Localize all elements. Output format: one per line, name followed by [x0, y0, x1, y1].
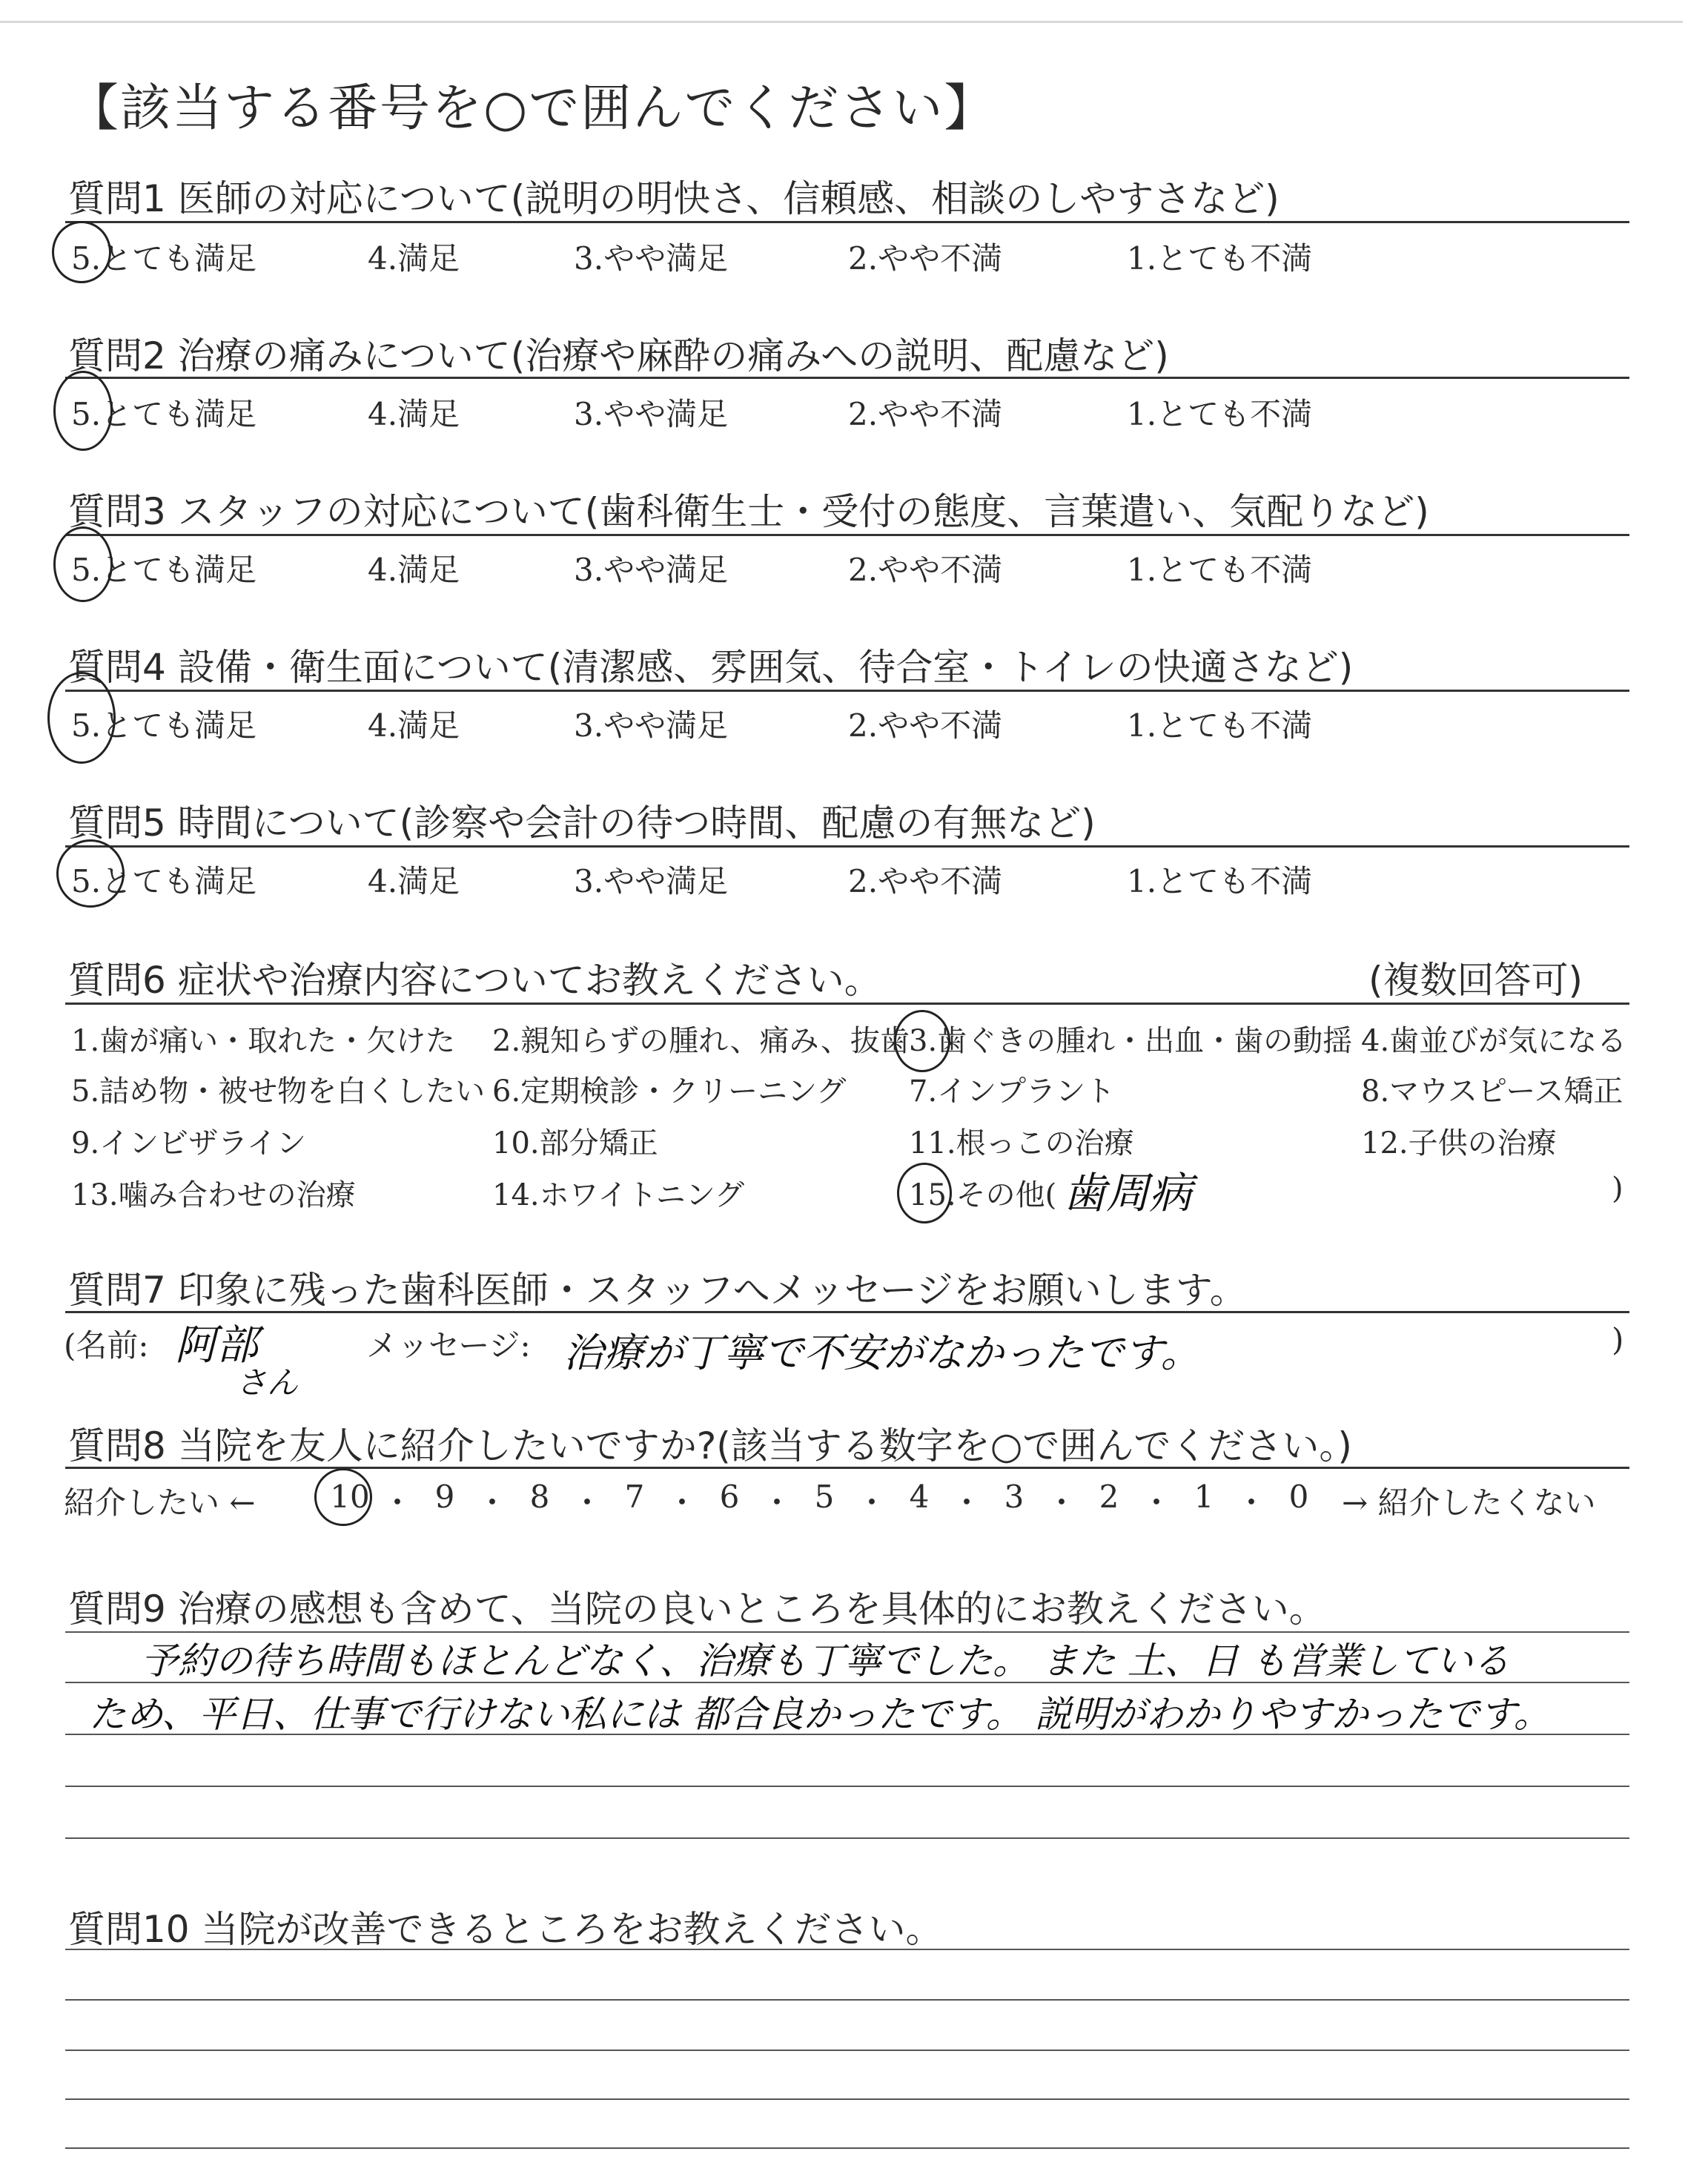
- question-6-title: 質問6 症状や治療内容についてお教えください。: [68, 959, 881, 1002]
- question-6-note: (複数回答可): [1368, 959, 1583, 1002]
- q6-option-2[interactable]: 2.親知らずの腫れ、痛み、抜歯: [492, 1024, 910, 1058]
- q1-option-4[interactable]: 4.満足: [368, 240, 460, 277]
- q8-scale-value-3[interactable]: 3: [1004, 1479, 1025, 1515]
- q8-scale: [326, 1479, 1323, 1523]
- q2-option-2[interactable]: 2.やや不満: [848, 396, 1003, 432]
- q6-other-close-paren: ): [1612, 1172, 1623, 1206]
- q5-option-1[interactable]: 1.とても不満: [1127, 863, 1313, 899]
- q9-line-5: [65, 1837, 1629, 1839]
- q3-option-2[interactable]: 2.やや不満: [848, 552, 1003, 588]
- q8-scale-dot: ・: [476, 1484, 508, 1521]
- q8-scale-value-8[interactable]: 8: [529, 1479, 550, 1515]
- q4-option-2[interactable]: 2.やや不満: [848, 707, 1003, 744]
- q6-option-11[interactable]: 11.根っこの治療: [909, 1126, 1134, 1160]
- question-1-rule: [65, 221, 1629, 223]
- q7-name-value[interactable]: 阿部: [175, 1321, 258, 1370]
- question-5-rule: [65, 845, 1629, 848]
- question-4-rule: [65, 690, 1629, 692]
- question-8-title: 質問8 当院を友人に紹介したいですか?(該当する数字を○で囲んでください。): [68, 1424, 1352, 1467]
- q3-selection-circle: [53, 526, 113, 602]
- q8-scale-value-1[interactable]: 1: [1194, 1479, 1214, 1515]
- q4-option-1[interactable]: 1.とても不満: [1127, 707, 1313, 744]
- q8-scale-dot: ・: [381, 1484, 413, 1521]
- q8-scale-dot: ・: [855, 1484, 887, 1521]
- q7-message-value[interactable]: 治療が丁寧で不安がなかったです。: [563, 1330, 1201, 1376]
- q6-other-handwritten: 歯周病: [1063, 1168, 1193, 1218]
- q5-selection-circle: [56, 839, 125, 908]
- q2-option-4[interactable]: 4.満足: [368, 396, 460, 432]
- q2-selection-circle: [53, 371, 113, 451]
- q9-line-2: [65, 1682, 1629, 1683]
- q6-option-10[interactable]: 10.部分矯正: [492, 1126, 658, 1160]
- q8-scale-value-7[interactable]: 7: [624, 1479, 645, 1515]
- question-10-title: 質問10 当院が改善できるところをお教えください。: [68, 1908, 943, 1951]
- question-3-rule: [65, 534, 1629, 536]
- q7-name-suffix: さん: [236, 1364, 299, 1401]
- q4-option-5[interactable]: 5.とても満足: [71, 707, 257, 744]
- q7-close-paren: ): [1612, 1321, 1624, 1358]
- q5-option-3[interactable]: 3.やや満足: [574, 863, 729, 899]
- q8-scale-dot: ・: [666, 1484, 698, 1521]
- q6-option-14[interactable]: 14.ホワイトニング: [492, 1178, 745, 1212]
- question-4-title: 質問4 設備・衛生面について(清潔感、雰囲気、待合室・トイレの快適さなど): [68, 646, 1354, 689]
- q8-left-label: 紹介したい ←: [64, 1484, 256, 1521]
- q6-option-4[interactable]: 4.歯並びが気になる: [1361, 1024, 1627, 1058]
- q1-selection-circle: [52, 221, 111, 283]
- q9-line-4: [65, 1786, 1629, 1787]
- q1-option-1[interactable]: 1.とても不満: [1127, 240, 1313, 277]
- q10-line-5[interactable]: [65, 2147, 1629, 2149]
- q6-option-13[interactable]: 13.噛み合わせの治療: [71, 1178, 356, 1212]
- q8-scale-dot: ・: [1045, 1484, 1077, 1521]
- q6-option-7[interactable]: 7.インプラント: [909, 1074, 1116, 1109]
- q2-option-3[interactable]: 3.やや満足: [574, 396, 729, 432]
- q8-scale-value-4[interactable]: 4: [909, 1479, 930, 1515]
- q8-scale-value-5[interactable]: 5: [814, 1479, 835, 1515]
- question-9-title: 質問9 治療の感想も含めて、当院の良いところを具体的にお教えください。: [68, 1588, 1326, 1631]
- question-2-rule: [65, 377, 1629, 379]
- q6-option-6[interactable]: 6.定期検診・クリーニング: [492, 1074, 847, 1109]
- question-1-title: 質問1 医師の対応について(説明の明快さ、信頼感、相談のしやすさなど): [68, 177, 1280, 220]
- question-5-title: 質問5 時間について(診察や会計の待つ時間、配慮の有無など): [68, 802, 1096, 845]
- q8-scale-dot: ・: [1235, 1484, 1267, 1521]
- q4-option-4[interactable]: 4.満足: [368, 707, 460, 744]
- q6-option-3[interactable]: 3.歯ぐきの腫れ・出血・歯の動揺: [909, 1024, 1353, 1058]
- q3-option-1[interactable]: 1.とても不満: [1127, 552, 1313, 588]
- q9-answer-line-1[interactable]: 予約の待ち時間もほとんどなく、治療も丁寧でした。 また 土、日 も営業している: [141, 1639, 1510, 1682]
- q5-option-2[interactable]: 2.やや不満: [848, 863, 1003, 899]
- q8-scale-dot: ・: [1140, 1484, 1172, 1521]
- question-8-rule: [65, 1467, 1629, 1469]
- question-7-rule: [65, 1311, 1629, 1313]
- q9-answer-line-2[interactable]: ため、平日、仕事で行けない私には 都合良かったです。 説明がわかりやすかったです。: [89, 1693, 1551, 1736]
- q10-line-3[interactable]: [65, 2050, 1629, 2051]
- q8-right-label: → 紹介したくない: [1342, 1484, 1596, 1521]
- q6-option-9[interactable]: 9.インビザライン: [71, 1126, 306, 1160]
- q4-selection-circle: [47, 672, 116, 764]
- q6-option-8[interactable]: 8.マウスピース矯正: [1361, 1074, 1623, 1109]
- q3-option-5[interactable]: 5.とても満足: [71, 552, 257, 588]
- q8-scale-value-2[interactable]: 2: [1099, 1479, 1119, 1515]
- question-2-title: 質問2 治療の痛みについて(治療や麻酔の痛みへの説明、配慮など): [68, 334, 1169, 377]
- q10-line-4[interactable]: [65, 2098, 1629, 2100]
- q6-option-15[interactable]: 15.その他(: [909, 1178, 1057, 1212]
- top-edge-line: [0, 21, 1683, 23]
- q8-scale-dot: ・: [950, 1484, 982, 1521]
- q2-option-1[interactable]: 1.とても不満: [1127, 396, 1313, 432]
- q6-option-1[interactable]: 1.歯が痛い・取れた・欠けた: [71, 1024, 456, 1058]
- q5-option-5[interactable]: 5.とても満足: [71, 863, 257, 899]
- q6-option-12[interactable]: 12.子供の治療: [1361, 1126, 1557, 1160]
- q6-option-15-circle: [897, 1163, 952, 1223]
- question-7-title: 質問7 印象に残った歯科医師・スタッフへメッセージをお願いします。: [68, 1269, 1247, 1312]
- q8-scale-value-10[interactable]: 10: [330, 1479, 370, 1515]
- q10-line-2[interactable]: [65, 1999, 1629, 2001]
- q8-scale-value-9[interactable]: 9: [434, 1479, 455, 1515]
- q10-line-1[interactable]: [65, 1949, 1629, 1950]
- q1-option-5[interactable]: 5.とても満足: [71, 240, 257, 277]
- q1-option-2[interactable]: 2.やや不満: [848, 240, 1003, 277]
- q6-option-5[interactable]: 5.詰め物・被せ物を白くしたい: [71, 1074, 486, 1109]
- question-6-rule: [65, 1003, 1629, 1005]
- q5-option-4[interactable]: 4.満足: [368, 863, 460, 899]
- q8-scale-dot: ・: [571, 1484, 603, 1521]
- q8-scale-value-6[interactable]: 6: [719, 1479, 740, 1515]
- q6-option-3-circle: [894, 1010, 950, 1072]
- q1-option-3[interactable]: 3.やや満足: [574, 240, 729, 277]
- q9-line-3: [65, 1734, 1629, 1735]
- q8-selection-circle: [314, 1468, 372, 1526]
- q7-message-label: メッセージ:: [366, 1327, 531, 1364]
- page-header: 【該当する番号を○で囲んでください】: [68, 79, 996, 138]
- q4-option-3[interactable]: 3.やや満足: [574, 707, 729, 744]
- q3-option-3[interactable]: 3.やや満足: [574, 552, 729, 588]
- q7-name-label: (名前:: [64, 1327, 149, 1364]
- question-3-title: 質問3 スタッフの対応について(歯科衛生士・受付の態度、言葉遣い、気配りなど): [68, 490, 1429, 533]
- q3-option-4[interactable]: 4.満足: [368, 552, 460, 588]
- q8-scale-value-0[interactable]: 0: [1288, 1479, 1309, 1515]
- q8-scale-dot: ・: [761, 1484, 792, 1521]
- q2-option-5[interactable]: 5.とても満足: [71, 396, 257, 432]
